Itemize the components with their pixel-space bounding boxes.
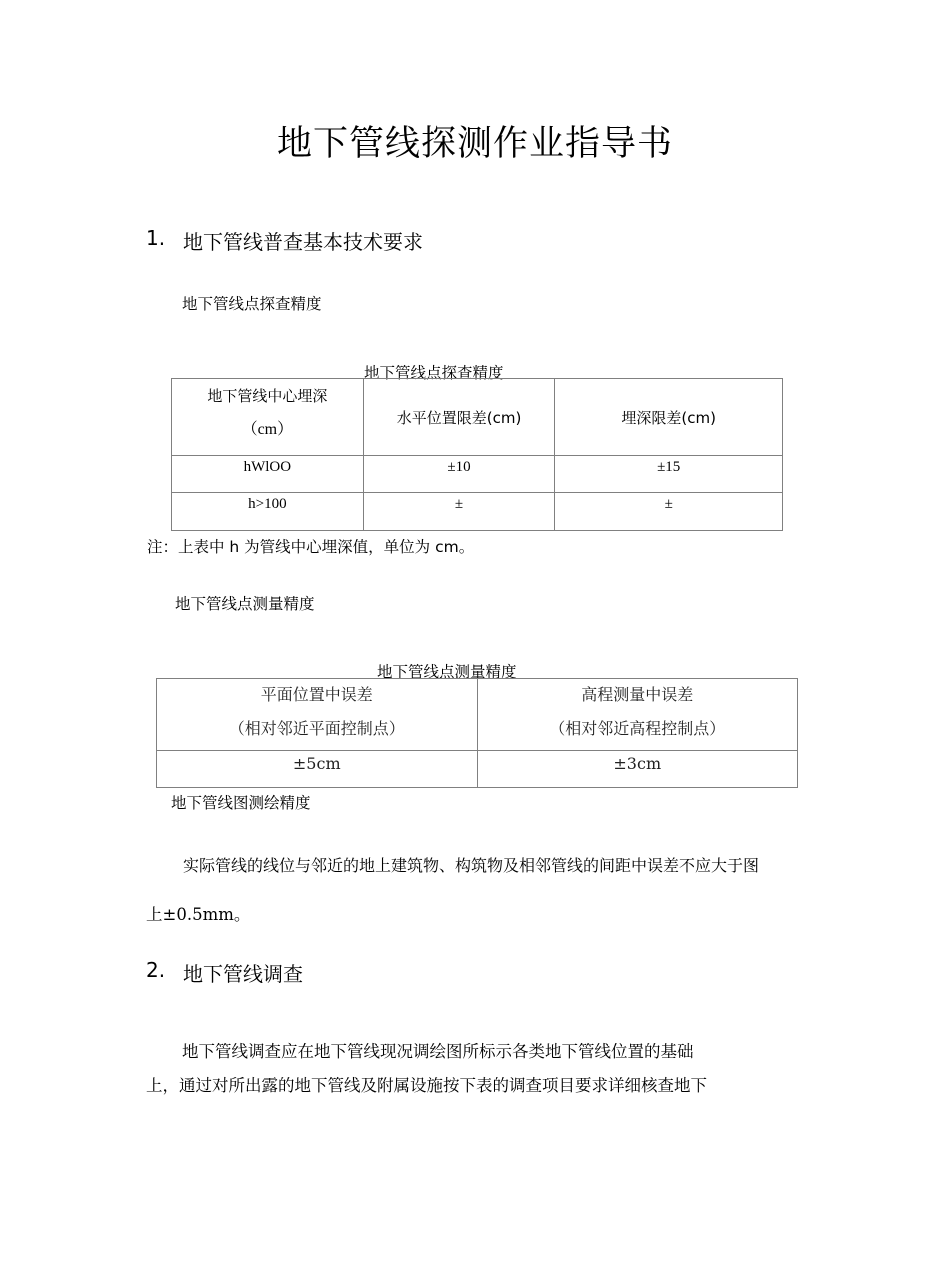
subheading-drawing-accuracy: 地下管线图测绘精度	[171, 794, 311, 812]
subheading-probe-accuracy: 地下管线点探查精度	[182, 295, 322, 313]
subheading-measure-accuracy: 地下管线点测量精度	[175, 595, 315, 613]
table-2-header-plane	[157, 679, 478, 751]
table-2-header-row	[157, 679, 798, 751]
section-1-number: 1.	[146, 226, 166, 250]
row-1-horizontal: ±10	[363, 456, 555, 493]
table-1-note: 注：上表中 h 为管线中心埋深值，单位为 cm。	[147, 538, 475, 556]
table-2-caption: 地下管线点测量精度	[377, 663, 517, 681]
section-2-number: 2.	[146, 958, 166, 982]
header-horizontal-label: 水平位置限差(cm)	[396, 408, 522, 427]
section-2-heading: 地下管线调查	[183, 962, 303, 986]
table-row	[172, 493, 783, 531]
row-elevation-value: ±3cm	[477, 751, 798, 788]
paragraph-2-line-2: 上，通过对所出露的地下管线及附属设施按下表的调查项目要求详细核查地下	[146, 1076, 707, 1095]
row-2-vertical: ±	[555, 493, 783, 531]
row-plane-value: ±5cm	[157, 751, 478, 788]
header-depth-unit: （cm）	[241, 421, 294, 438]
paragraph-2-line-1: 地下管线调查应在地下管线现况调绘图所标示各类地下管线位置的基础	[182, 1042, 694, 1061]
table-2-header-elevation	[477, 679, 798, 751]
header-elevation-line2: （相对邻近高程控制点）	[549, 718, 726, 738]
measure-accuracy-table	[156, 678, 798, 788]
row-2-depth: h>100	[172, 493, 364, 531]
table-1-header-horizontal	[363, 379, 555, 456]
table-1-header-depth	[172, 379, 364, 456]
header-vertical-label: 埋深限差(cm)	[621, 408, 716, 427]
header-elevation-line1: 高程测量中误差	[581, 684, 694, 704]
document-title: 地下管线探测作业指导书	[276, 124, 673, 164]
table-1-caption: 地下管线点探查精度	[364, 364, 504, 382]
header-depth-line1: 地下管线中心埋深	[207, 387, 328, 405]
table-1-header-row	[172, 379, 783, 456]
section-1-heading: 地下管线普查基本技术要求	[183, 230, 423, 254]
table-row	[172, 456, 783, 493]
row-1-vertical: ±15	[555, 456, 783, 493]
table-row	[157, 751, 798, 788]
paragraph-1-line-1: 实际管线的线位与邻近的地上建筑物、构筑物及相邻管线的间距中误差不应大于图	[183, 856, 760, 875]
header-plane-line1: 平面位置中误差	[260, 684, 373, 704]
probe-accuracy-table	[171, 378, 783, 531]
row-2-horizontal: ±	[363, 493, 555, 531]
header-plane-line2: （相对邻近平面控制点）	[228, 718, 405, 738]
paragraph-1-line-2: 上±0.5mm。	[146, 905, 251, 924]
row-1-depth: hWlOO	[172, 456, 364, 493]
table-1-header-vertical	[555, 379, 783, 456]
